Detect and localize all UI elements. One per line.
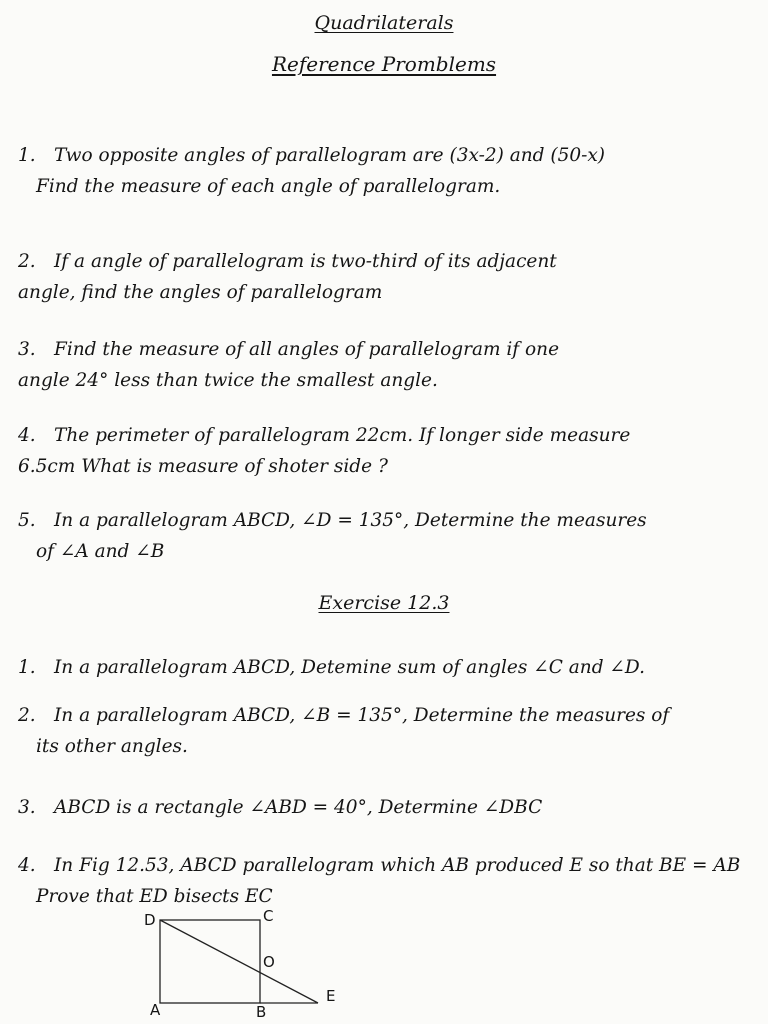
exercise-title: Exercise 12.3: [318, 592, 450, 614]
label-a: A: [150, 1001, 161, 1019]
problem-number: 4.: [18, 425, 36, 446]
problem-number: 4.: [18, 855, 36, 876]
problem-number: 2.: [18, 251, 36, 272]
problem-line: 6.5cm What is measure of shoter side ?: [18, 456, 388, 477]
problem-number: 3.: [18, 339, 36, 360]
problem-line: angle 24° less than twice the smallest angle.: [18, 370, 438, 391]
page-title: Quadrilaterals: [314, 12, 454, 34]
problem-line: angle, find the angles of parallelogram: [18, 282, 383, 303]
parallelogram-figure: [130, 905, 360, 1020]
reference-problem-4: [18, 420, 748, 482]
label-b: B: [256, 1003, 267, 1020]
problem-line: In Fig 12.53, ABCD parallelogram which AB produced E so that BE = AB: [54, 855, 741, 876]
problem-number: 2.: [18, 705, 36, 726]
exercise-problem-1: [18, 652, 748, 683]
problem-line: of ∠A and ∠B: [36, 541, 165, 562]
label-d: D: [144, 911, 156, 929]
problem-line: Two opposite angles of parallelogram are (3x-2) and (50-x): [54, 145, 606, 166]
label-o: O: [263, 953, 275, 971]
problem-line: In a parallelogram ABCD, ∠D = 135°, Determine the measures: [54, 510, 647, 531]
problem-line: In a parallelogram ABCD, ∠B = 135°, Determine the measures of: [54, 705, 670, 726]
reference-problem-1: [18, 140, 748, 202]
exercise-problem-4: [18, 850, 748, 912]
problem-number: 5.: [18, 510, 36, 531]
problem-line: If a angle of parallelogram is two-third of its adjacent: [54, 251, 557, 272]
reference-problem-5: [18, 505, 748, 567]
problem-line: The perimeter of parallelogram 22cm. If longer side measure: [54, 425, 631, 446]
label-e: E: [326, 987, 336, 1005]
reference-problem-2: [18, 246, 748, 308]
page-subtitle: Reference Promblems: [271, 52, 497, 76]
problem-number: 1.: [18, 145, 36, 166]
exercise-problem-3: [18, 792, 748, 823]
rectangle-abcd: [160, 920, 260, 1003]
problem-line: Prove that ED bisects EC: [36, 886, 273, 907]
problem-line: its other angles.: [36, 736, 188, 757]
segment-de: [160, 920, 318, 1003]
problem-number: 1.: [18, 657, 36, 678]
reference-problem-3: [18, 334, 748, 396]
exercise-problem-2: [18, 700, 748, 762]
problem-line: ABCD is a rectangle ∠ABD = 40°, Determine ∠DBC: [54, 797, 543, 818]
problem-line: Find the measure of each angle of parallelogram.: [36, 176, 501, 197]
label-c: C: [263, 907, 274, 925]
problem-number: 3.: [18, 797, 36, 818]
problem-line: Find the measure of all angles of parallelogram if one: [54, 339, 560, 360]
problem-line: In a parallelogram ABCD, Detemine sum of angles ∠C and ∠D.: [54, 657, 645, 678]
